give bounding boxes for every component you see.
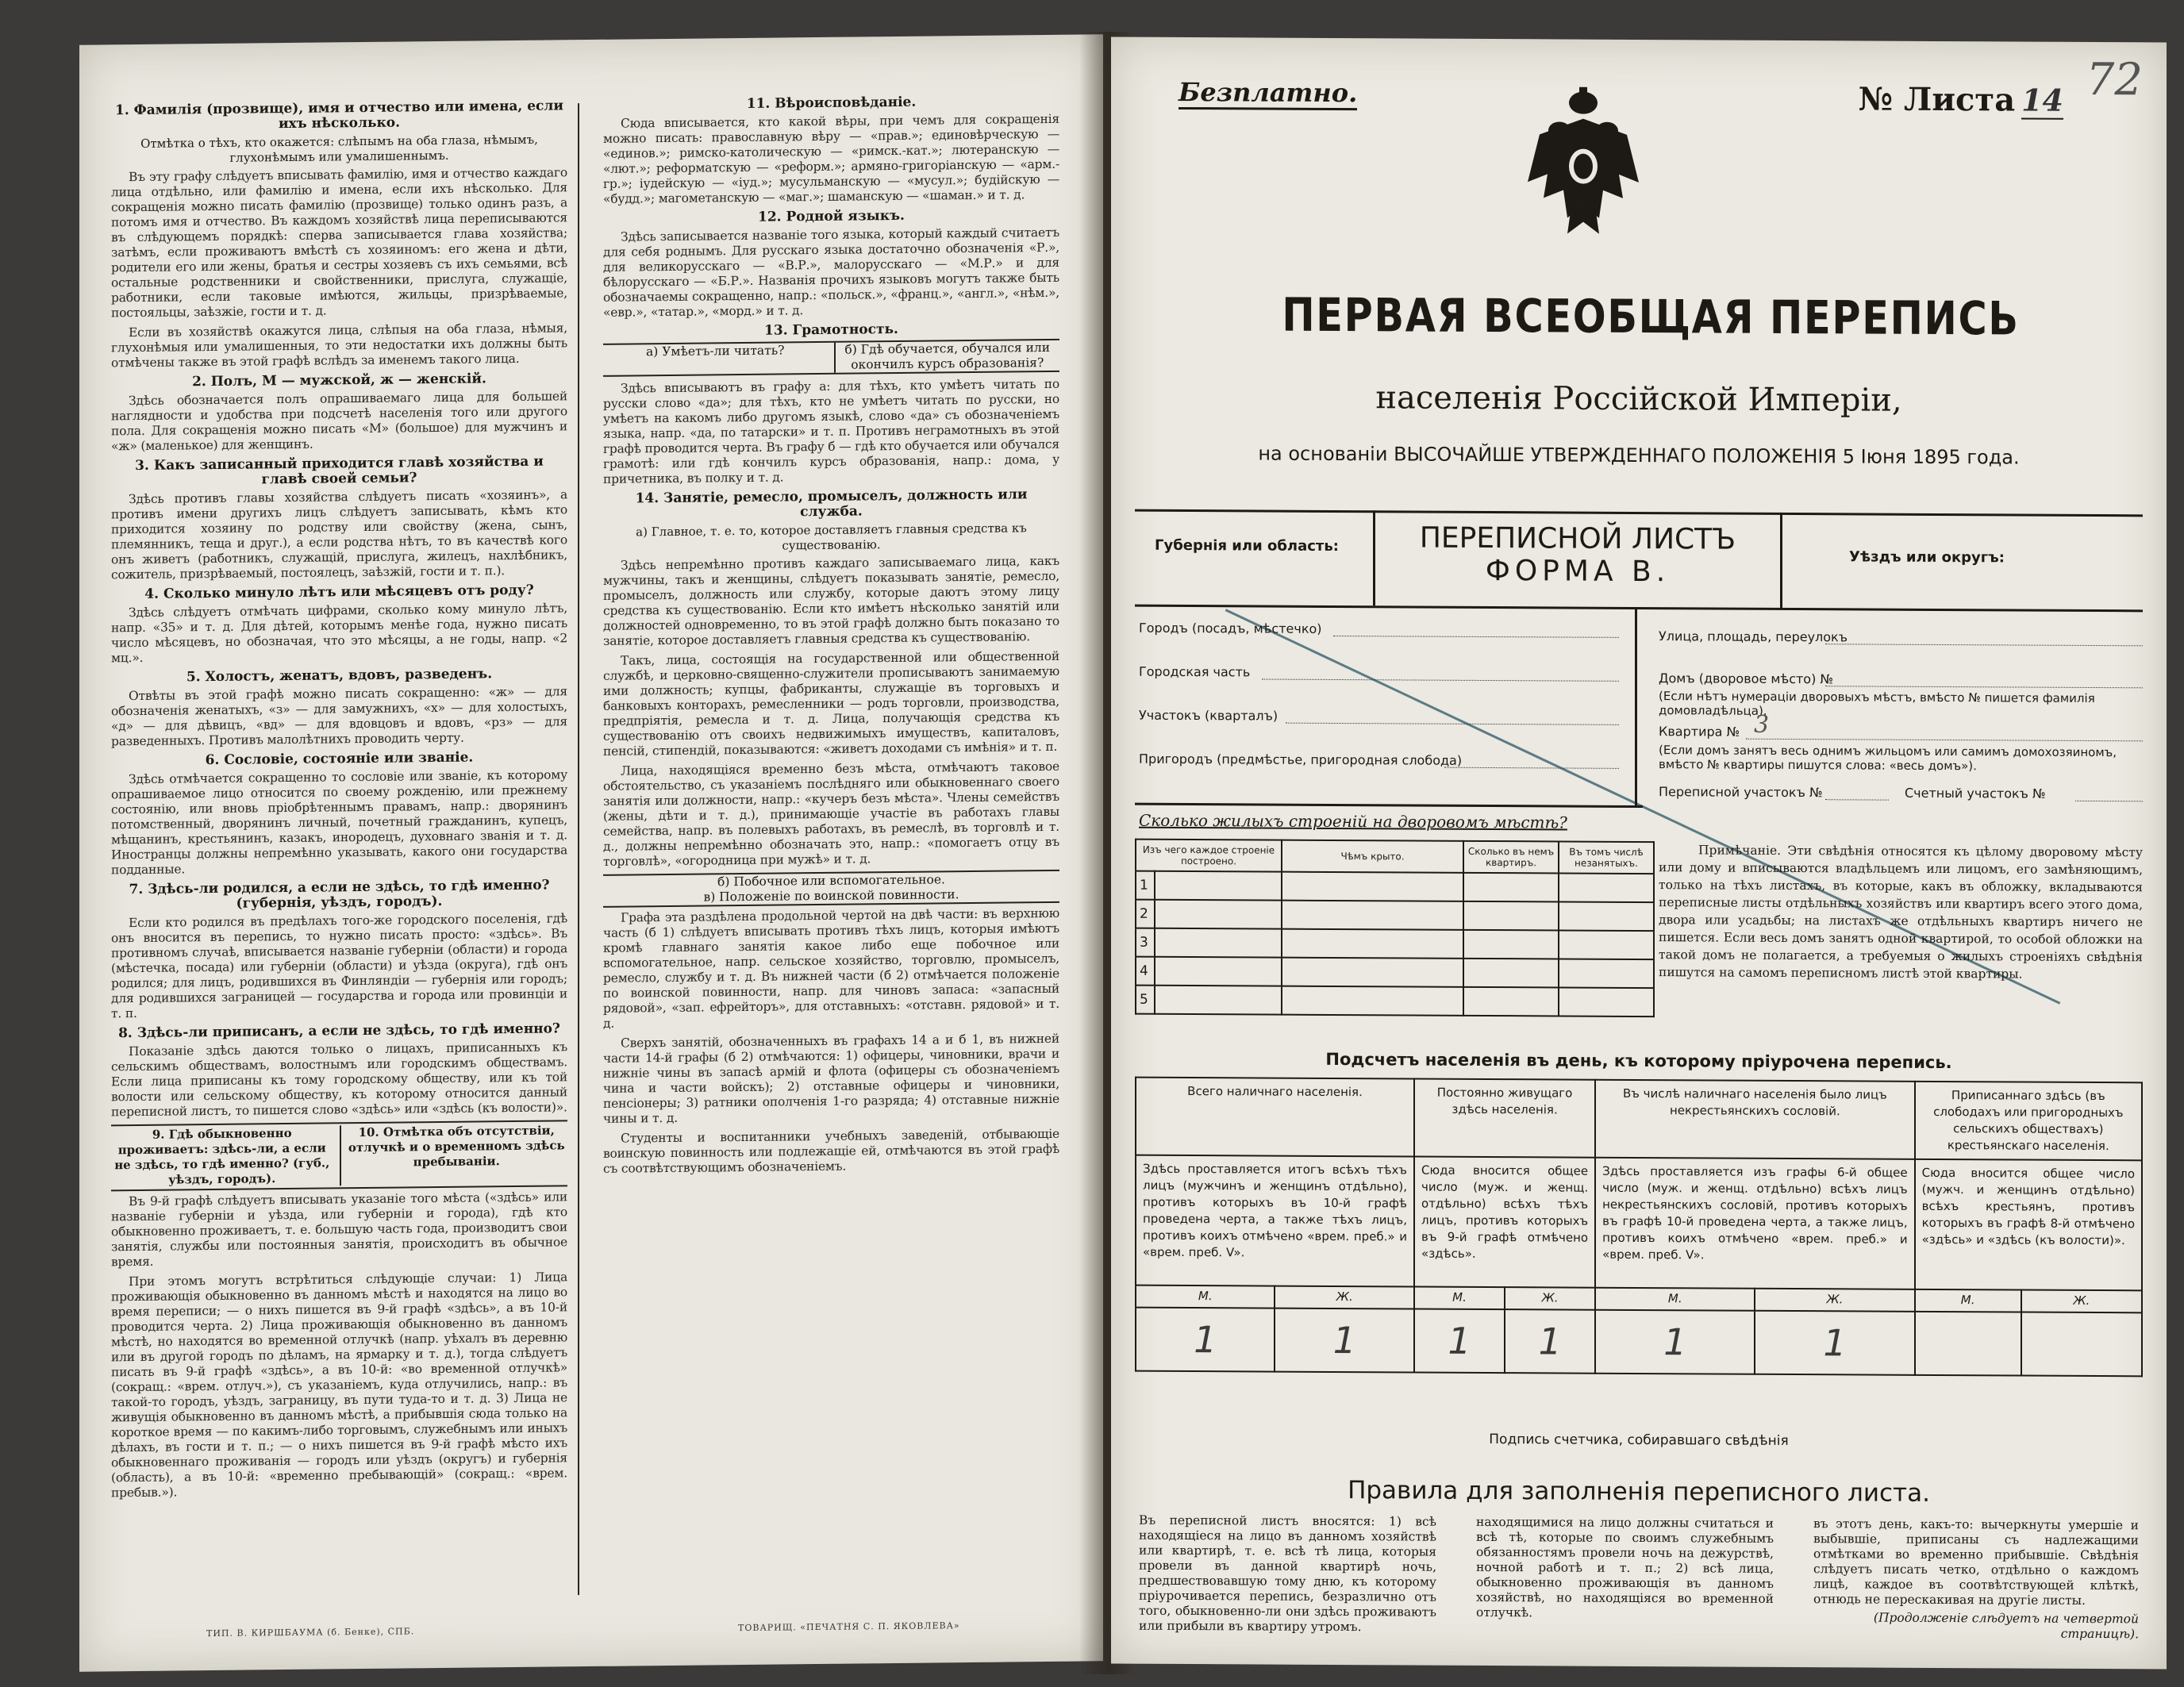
table-row: [1136, 986, 1654, 1016]
buildings-col-vacant: Въ томъ числѣ незанятыхъ.: [1559, 841, 1654, 874]
section-14-text-6: Студенты и воспитанники учебныхъ заведеній, отбывающіе воинскую повинность или подлежащіе ей, отмѣчаются въ этой графѣ съ соотвѣтствующимъ обозначеніемъ.: [603, 1126, 1059, 1176]
count-desc-non-peasant: Здѣсь проставляется изъ графы 6-й общее число (муж. и женщ. отдѣльно) всѣхъ лицъ некрестьянскихъ сословій, противъ которыхъ въ графѣ 10-й проведена черта, а также лицъ, противъ коихъ отмѣчено «врем. преб.» и «врем. преб. V».: [1595, 1158, 1914, 1289]
section-10-title: 10. Отмѣтка объ отсутствіи, отлучкѣ и о временномъ здѣсь пребываніи.: [340, 1123, 568, 1186]
table-cell[interactable]: [1463, 901, 1559, 931]
section-11-text: Сюда вписывается, кто какой вѣры, при чемъ для сокращенія можно писать: православную вѣру — «прав.»; единовѣрческую — «единов.»; римско-католическую — «римск.-кат.»; лютеранскую — «лют.»; реформатскую — «реформ.»; армяно-григоріанскую — «арм.-гр.»; іудейскую — «іуд.»; мусульманскую — «мусул.»; будійскую — «будд.»; магометанскую — «маг.»; шаманскую — «шаман.» и т. д.: [603, 111, 1059, 206]
section-1-text-2: Если въ хозяйствѣ окажутся лица, слѣпыя на оба глаза, нѣмыя, глухонѣмыя или умалишенныя, то эти недостатки ихъ должны быть отмѣчены также въ этой графѣ вслѣдъ за именемъ такого лица.: [111, 321, 567, 371]
population-count-title: Подсчетъ населенія въ день, къ которому пріурочена перепись.: [1325, 1049, 1952, 1073]
count-col-permanent: Постоянно живущаго здѣсь населенія.: [1414, 1079, 1595, 1158]
section-3-text: Здѣсь противъ главы хозяйства слѣдуетъ писать «хозяинъ», а противъ имени другихъ лицъ слѣдуетъ записывать, кѣмъ кто приходится хозяину по родству или свойству (жена, сынъ, племянникъ, теща и друг.), а если родства нѣтъ, то въ качествѣ кого онъ живетъ (работникъ, служащій, прислуга, жилецъ, нахлѣбникъ, сожитель, призрѣваемый, постоялецъ, заѣзжій, гости и т. п.).: [111, 487, 567, 582]
male-header: М.: [1136, 1285, 1275, 1308]
table-cell[interactable]: [1282, 872, 1463, 901]
section-14c: в) Положеніе по воинской повинности.: [703, 887, 959, 905]
count-desc-present: Здѣсь проставляется итогъ всѣхъ тѣхъ лицъ (мужчинъ и женщинъ отдѣльно), противъ которыхъ въ 10-й графѣ проведена черта, а также тѣхъ лицъ, противъ коихъ отмѣчено «врем. преб.» и «врем. преб. V».: [1136, 1155, 1414, 1287]
city-part-field[interactable]: [1262, 678, 1619, 682]
rules-column-2: находящимися на лицо должны считаться и всѣ тѣ, которые по своимъ служебнымъ обязанностямъ провели ночь на дежурствѣ, ночной работѣ и т. п.; 2) всѣ лица, обыкновенно проживающія въ данномъ хозяйствѣ, но находящіяся во временной отлучкѣ.: [1476, 1514, 1774, 1620]
form-name: ФОРМА В.: [1485, 554, 1671, 589]
section-7-text: Если кто родился въ предѣлахъ того-же городского поселенія, гдѣ онъ вносится въ перепись, то нужно писать просто: «здѣсь». Въ противномъ случаѣ, вписывается названіе губерніи (области) и города (мѣстечка, посада) или губерніи (области) и уѣзда (округа), гдѣ онъ родился; для лицъ, родившихся въ Финляндіи — губернія или городъ; для родившихся заграницей — государства и города или провинціи и т. п.: [111, 911, 567, 1021]
count-peasant-male[interactable]: [1915, 1312, 2021, 1376]
buildings-col-roof: Чѣмъ крыто.: [1282, 840, 1463, 873]
rules-column-3-text: въ этотъ день, какъ-то: вычеркнуты умершіе и выбывшіе, приписаны съ надлежащими отмѣтками во временно прибывшіе. Свѣдѣнія слѣдуетъ писать четко, отдѣльно о каждомъ лицѣ, каждое въ соотвѣтствующей клѣткѣ, отнюдь не перескакивая на другіе листы.: [1813, 1516, 2139, 1608]
section-4-text: Здѣсь слѣдуетъ отмѣчать цифрами, сколько кому минуло лѣтъ, напр. «35» и т. д. Для дѣтей, которымъ менѣе года, нужно писать число мѣсяцевъ, но обозначая, что это мѣсяцы, а не годы, напр. «2 мц.».: [111, 601, 567, 666]
district-field[interactable]: [1286, 722, 1619, 725]
table-cell[interactable]: [1559, 873, 1654, 902]
female-header: Ж.: [1755, 1289, 1914, 1312]
section-14-title: 14. Занятіе, ремесло, промыселъ, должность или служба.: [635, 486, 1028, 521]
row-number: 1: [1136, 871, 1155, 900]
table-cell[interactable]: [1559, 959, 1654, 988]
rules-column-1: Въ переписной листъ вносятся: 1) всѣ находящіеся на лицо въ данномъ хозяйствѣ или квартирѣ, т. е. всѣ тѣ лица, которыя провели въ данной квартирѣ ночь, предшествовавшую тому дню, къ которому пріурочивается перепись, безразлично отъ того, обыкновенно-ли они здѣсь проживаютъ или прибыли въ квартиру утромъ.: [1139, 1512, 1436, 1635]
section-1-text: Въ эту графу слѣдуетъ вписывать фамилію, имя и отчество каждаго лица отдѣльно, или фамилію и имена, если ихъ нѣсколько. Для сокращенія можно писать фамилію (прозвище) только одинъ разъ, а потомъ имя и отчество. Въ каждомъ хозяйствѣ лица переписываются въ слѣдующемъ порядкѣ: сперва записывается глава хозяйства; затѣмъ, если проживаютъ вмѣстѣ съ хозяиномъ: его жена и дѣти, родители его или жены, братья и сестры хозяевъ съ ихъ семьями, всѣ остальные родственники и свойственники, прислуга, служащіе, работники, если таковые имѣются, жильцы, призрѣваемые, постояльцы, заѣзжіе, гости и т. д.: [111, 165, 567, 321]
section-14-text-4: Графа эта раздѣлена продольной чертой на двѣ части: въ верхнюю часть (б 1) слѣдуетъ вписывать противъ тѣхъ лицъ, которыя имѣютъ кромѣ главнаго занятія какое либо еще побочное или вспомогательное, напр. сельское хозяйство, торговлю, промыселъ, ремесло, службу и т. д. Въ нижней части (б 2) отмѣчается положеніе по воинской повинности, напр. для чиновъ запаса: «запасный рядовой», «зап. ефрейторъ», для отставныхъ: «отставн. рядовой» и т. д.: [603, 905, 1059, 1031]
buildings-question: Сколько жилыхъ строеній на дворовомъ мѣстѣ?: [1139, 810, 1567, 832]
table-cell[interactable]: [1463, 987, 1559, 1016]
apartment-note: (Если домъ занятъ весь однимъ жильцомъ или самимъ домохозяиномъ, вмѣсто № квартиры пишутся слова: «весь домъ»).: [1659, 743, 2117, 774]
form-title: ПЕРЕПИСНОЙ ЛИСТЪ: [1419, 521, 1736, 556]
suburb-label: Пригородъ (предмѣстье, пригородная слобода): [1139, 751, 1463, 768]
street-field[interactable]: [1825, 643, 2143, 646]
section-6-text: Здѣсь отмѣчается сокращенно то сословіе или званіе, къ которому опрашиваемое лицо относится по своему рожденію, или прежнему состоянію, или вновь пріобрѣтеннымъ правамъ, напр.: дворянинъ потомственный, дворянинъ личный, почетный гражданинъ, купецъ, мѣщанинъ, крестьянинъ, казакъ, инородецъ, духовнаго званія и т. д. Иностранцы должны непремѣнно указывать, какого они государства подданные.: [111, 767, 567, 878]
imperial-eagle-emblem-icon: [1524, 86, 1643, 238]
free-label: Безплатно.: [1179, 77, 1357, 110]
section-1-title: 1. Фамилія (прозвище), имя и отчество или имена, если ихъ нѣсколько.: [114, 98, 564, 133]
instructions-column-2: [603, 90, 1059, 1611]
buildings-note: Примѣчаніе. Эти свѣдѣнія относятся къ цѣлому дворовому мѣсту или дому и вписываются владѣльцемъ или лицомъ, его замѣняющимъ, только на тѣхъ листахъ, въ которые, какъ въ обложку, вкладываются переписные листы отдѣльныхъ хозяйствъ или квартиръ всего этого дома, двора или усадьбы; на листахъ же отдѣльныхъ квартиръ ничего не пишется. Если весь домъ занятъ одной квартирой, то особой обложки на такой домъ не полагается, а требуемыя о жилыхъ строеніяхъ свѣдѣнія пишутся на самомъ переписномъ листѣ этой квартиры.: [1659, 843, 2143, 982]
section-2-title: 2. Полъ, М — мужской, ж — женскій.: [192, 371, 486, 390]
section-12-text: Здѣсь записывается названіе того языка, который каждый считаетъ для себя роднымъ. Для русскаго языка достаточно обозначенія «Р.», для великорусскаго — «В.Р.», малорусскаго — «М.Р.» и для бѣлорусскаго — «Б.Р.». Названія прочихъ языковъ могутъ также быть обозначаемы сокращенно, напр.: «польск.», «франц.», «англ.», «нѣм.», «евр.», «татар.», «морд.» и т. д.: [603, 225, 1059, 320]
section-13-subheader: [603, 339, 1059, 377]
table-cell[interactable]: [1282, 901, 1463, 930]
district-label: Участокъ (кварталъ): [1139, 707, 1278, 724]
section-13a: а) Умѣетъ-ли читать?: [646, 343, 785, 359]
column-divider: [578, 103, 579, 1595]
section-2-text: Здѣсь обозначается полъ опрашиваемаго лица для большей наглядности и удобства при подсчетѣ населенія того или другого пола. Для сокращенія можно писать «М» (большое) для мужчинъ и «ж» (маленькое) для женщинъ.: [111, 389, 567, 454]
table-cell[interactable]: [1282, 958, 1463, 987]
count-non-peasant-male[interactable]: 1: [1595, 1310, 1755, 1374]
corner-page-number: 72: [2086, 53, 2143, 106]
city-field[interactable]: [1333, 635, 1619, 638]
section-14-text: Здѣсь непремѣнно противъ каждаго записываемаго лица, какъ мужчины, такъ и женщины, слѣдуетъ показывать занятіе, ремесло, промыселъ, должность или службу, которые даютъ этому лицу средства къ существованію. Если кто имѣетъ нѣсколько занятій или должностей одновременно, то въ этой графѣ должно быть показано то занятіе, которое доставляетъ главныя средства къ существованію.: [603, 553, 1059, 648]
table-cell[interactable]: [1155, 871, 1282, 901]
counting-district-field[interactable]: [2075, 800, 2143, 801]
row-number: 2: [1136, 900, 1155, 928]
table-cell[interactable]: [1559, 930, 1654, 959]
count-permanent-female[interactable]: 1: [1505, 1309, 1595, 1374]
count-present-male[interactable]: 1: [1136, 1308, 1275, 1372]
count-desc-peasant: Сюда вносится общее число (мужч. и женщинъ отдѣльно) всѣхъ крестьянъ, противъ которыхъ въ графѣ 8-й отмѣчено «здѣсь» и «здѣсь (къ волости)».: [1915, 1159, 2142, 1290]
house-label: Домъ (дворовое мѣсто) №: [1659, 671, 1834, 687]
table-cell[interactable]: [1463, 959, 1559, 988]
table-cell[interactable]: [1559, 987, 1654, 1016]
document-title: ПЕРВАЯ ВСЕОБЩАЯ ПЕРЕПИСЬ: [1282, 287, 2020, 346]
rule-line: [1135, 803, 1643, 808]
apartment-value: 3: [1754, 710, 1770, 739]
left-page: [79, 34, 1103, 1672]
vertical-rule: [1635, 607, 1637, 805]
census-district-label: Переписной участокъ №: [1659, 784, 1823, 801]
suburb-field[interactable]: [1444, 767, 1619, 769]
buildings-col-material: Изъ чего каждое строеніе построено.: [1136, 840, 1282, 872]
male-header: М.: [1414, 1287, 1505, 1310]
section-14a: а) Главное, т. е. то, которое доставляетъ главныя средства къ существованію.: [636, 521, 1027, 553]
population-count-table: [1135, 1077, 2143, 1378]
city-part-label: Городская часть: [1139, 663, 1251, 680]
rules-continued-note: (Продолженіе слѣдуетъ на четвертой страницѣ).: [1873, 1610, 2139, 1642]
instructions-column-1: [111, 95, 567, 1616]
enumerator-signature-label: Подпись счетчика, собиравшаго свѣдѣнія: [1489, 1431, 1789, 1449]
section-9-title: 9. Гдѣ обыкновенно проживаетъ: здѣсь-ли, а если не здѣсь, то гдѣ именно? (губ., уѣздъ, городъ).: [114, 1125, 330, 1187]
document-subtitle: населенія Россійской Имперіи,: [1375, 379, 1902, 419]
table-cell[interactable]: [1155, 928, 1282, 958]
male-header: М.: [1915, 1289, 2021, 1312]
counting-district-label: Счетный участокъ №: [1905, 785, 2046, 801]
right-page: [1111, 37, 2167, 1670]
count-col-non-peasant: Въ числѣ наличнаго населенія было лицъ некрестьянскихъ сословій.: [1595, 1080, 1914, 1159]
row-number: 5: [1136, 986, 1155, 1014]
section-13b: б) Гдѣ обучается, обучался или окончилъ курсъ образованія?: [834, 340, 1060, 373]
table-cell[interactable]: [1559, 901, 1654, 931]
table-row: [1136, 957, 1654, 988]
section-13-title: 13. Грамотность.: [764, 321, 898, 339]
rules-column-3: [1813, 1516, 2139, 1653]
section-6-title: 6. Сословіе, состояніе или званіе.: [205, 749, 474, 769]
street-label: Улица, площадь, переулокъ: [1659, 628, 1848, 645]
section-14-text-5: Сверхъ занятій, обозначенныхъ въ графахъ 14 а и б 1, въ нижней части 14-й графы (б 2) отмѣчаются: 1) офицеры, чиновники, врачи и нижніе чины въ запасѣ армій и флота (офицеры съ обозначеніемъ чина и части войскъ); 2) отставные офицеры и чиновники, пенсіонеры; 3) ратники ополченія 1-го разряда; 4) отставные нижніе чины и т. д.: [603, 1031, 1059, 1126]
count-col-present: Всего наличнаго населенія.: [1136, 1078, 1414, 1157]
table-cell[interactable]: [1155, 900, 1282, 929]
legal-basis: на основаніи ВЫСОЧАЙШЕ УТВЕРЖДЕННАГО ПОЛОЖЕНІЯ 5 Іюня 1895 года.: [1258, 442, 2020, 469]
section-11-title: 11. Вѣроисповѣданіе.: [746, 94, 917, 112]
section-7-title: 7. Здѣсь-ли родился, а если не здѣсь, то гдѣ именно? (губернія, уѣздъ, городъ).: [129, 877, 550, 912]
female-header: Ж.: [2021, 1290, 2142, 1313]
section-14-text-2: Такъ, лица, состоящія на государственной или общественной службѣ, и церковно-священно-служители прописываютъ занимаемую ими должность; купцы, фабриканты, служащіе въ торговыхъ и банковыхъ конторахъ, ремесленники — родъ торговли, производства, предпріятія, ремесла и т. д. Лица, получающія средства къ существованію отъ своихъ недвижимыхъ имуществъ, капиталовъ, пенсій, стипендій, показываются: «живетъ доходами съ имѣнія» и т. п.: [603, 648, 1059, 759]
table-row: [1136, 900, 1654, 931]
count-col-peasant: Приписаннаго здѣсь (въ слободахъ или пригородныхъ сельскихъ обществахъ) крестьянскаго населенія.: [1915, 1082, 2142, 1160]
house-field[interactable]: [1825, 685, 2143, 688]
form-title-box: [1373, 510, 1782, 608]
section-9-text: Въ 9-й графѣ слѣдуетъ вписывать указаніе того мѣста («здѣсь» или названіе губерніи и уѣзда, или губерніи и города), гдѣ кто обыкновенно проживаетъ, т. е. большую часть года, производитъ свои занятія, службы или постоянныя занятія, происходитъ въ обычное время.: [111, 1189, 567, 1270]
count-peasant-female[interactable]: [2021, 1312, 2142, 1377]
section-4-title: 4. Сколько минуло лѣтъ или мѣсяцевъ отъ роду?: [144, 582, 534, 602]
section-5-text: Отвѣты въ этой графѣ можно писать сокращенно: «ж» — для обозначенія женатыхъ, «з» — для замужнихъ, «х» — для холостыхъ, «д» — для дѣвицъ, «вд» — для вдовцовъ и вдовъ, «рз» — для разведенныхъ. Противъ малолѣтнихъ проводить черту.: [111, 684, 567, 749]
section-9-text-2: При этомъ могутъ встрѣтиться слѣдующіе случаи: 1) Лица проживающія обыкновенно въ данномъ мѣстѣ и находятся на лицо во время переписи; — о нихъ пишется въ 9-й графѣ «здѣсь», а въ 10-й проводится черта. 2) Лица проживающія обыкновенно въ данномъ мѣстѣ, но находятся во временной отлучкѣ (напр. уѣхалъ въ деревню или въ другой городъ по дѣламъ, на ярмарку и т. д.), тогда слѣдуетъ писать въ 9-й графѣ «здѣсь», а въ 10-й: «во временной отлучкѣ» (сокращ.: «врем. отлуч.»), съ указаніемъ, куда отлучились, напр.: въ такой-то городъ, уѣздъ, заграницу, въ пути туда-то и т. д. 3) Лица не живущія обыкновенно въ данномъ мѣстѣ, а прибывшія сюда только на короткое время — по какимъ-либо торговымъ, служебнымъ или иныхъ дѣлахъ, въ гости и т. п.; — о нихъ пишется въ 9-й графѣ мѣсто ихъ обыкновеннаго проживанія — городъ или уѣздъ (округъ) и губернія (область), а въ 10-й: «временно пребывающій» (сокращ.: «врем. пребыв.»).: [111, 1270, 567, 1501]
count-non-peasant-female[interactable]: 1: [1755, 1311, 1914, 1375]
count-permanent-male[interactable]: 1: [1414, 1309, 1505, 1374]
apartment-field[interactable]: [1746, 738, 2143, 742]
female-header: Ж.: [1275, 1286, 1414, 1309]
section-5-title: 5. Холостъ, женатъ, вдовъ, разведенъ.: [186, 666, 493, 686]
section-8-title: 8. Здѣсь-ли приписанъ, а если не здѣсь, то гдѣ именно?: [118, 1020, 560, 1042]
section-12-title: 12. Родной языкъ.: [758, 207, 905, 225]
sheet-number-label: [1859, 80, 2063, 118]
table-cell[interactable]: [1282, 986, 1463, 1016]
rules-title: Правила для заполненія переписного листа.: [1348, 1476, 1930, 1508]
sheet-label-text: № Листа: [1858, 80, 2016, 119]
male-header: М.: [1595, 1288, 1755, 1311]
section-14-subheader: [603, 870, 1059, 908]
section-9-10-header: [111, 1120, 567, 1191]
section-3-title: 3. Какъ записанный приходится главѣ хозяйства и главѣ своей семьи?: [135, 453, 544, 488]
house-note: (Если нѣтъ нумераціи дворовыхъ мѣстъ, вмѣсто № пишется фамилія домовладѣльца).: [1659, 689, 2095, 718]
table-row: [1136, 928, 1654, 959]
count-present-female[interactable]: 1: [1275, 1308, 1414, 1373]
printer-imprint-left: ТИП. В. КИРШБАУМА (б. Бенке), СПБ.: [206, 1626, 415, 1639]
section-8-text: Показаніе здѣсь даются только о лицахъ, приписанныхъ къ сельскимъ обществамъ, волостнымъ или городскимъ обществамъ. Если лица приписаны къ тому городскому обществу, или къ той волости или сельскому обществу, къ которому относится данный переписной листъ, то пишется слово «здѣсь» или «здѣсь (къ волости)».: [111, 1039, 567, 1120]
table-cell[interactable]: [1282, 929, 1463, 959]
uezd-label: Уѣздъ или округъ:: [1849, 548, 2005, 567]
table-cell[interactable]: [1463, 930, 1559, 959]
table-row: [1136, 871, 1654, 902]
table-cell[interactable]: [1463, 873, 1559, 902]
section-14b: б) Побочное или вспомогательное.: [717, 872, 945, 890]
buildings-table: [1135, 839, 1655, 1017]
gubernia-label: Губернія или область:: [1155, 536, 1339, 555]
sheet-number-value: 14: [2021, 82, 2063, 118]
section-14-text-3: Лица, находящіяся временно безъ мѣста, отмѣчаютъ таковое обстоятельство, съ указаніемъ послѣдняго или обыкновеннаго своего занятія или должности, напр.: «кучеръ безъ мѣста». Члены семействъ (жены, дѣти и т. д.), принимающіе участіе въ работахъ главы семейства, напр. въ полевыхъ работахъ, въ ремеслѣ, въ торговлѣ и т. д., должны непремѣнно обозначать это, напр.: «помогаетъ отцу въ торговлѣ», «огородница при мужѣ» и т. д.: [603, 759, 1059, 869]
apartment-label: Квартира №: [1659, 724, 1740, 740]
city-label: Городъ (посадъ, мѣстечко): [1139, 620, 1322, 636]
section-13-text: Здѣсь вписываютъ въ графу а: для тѣхъ, кто умѣетъ читать по русски слово «да»; для тѣхъ, кто не умѣетъ читать по русски, но умѣетъ на какомъ либо другомъ языкѣ, слово «да» съ обозначеніемъ языка, напр. «да, по татарски» и т. п. Противъ неграмотныхъ въ этой графѣ проводится черта. Въ графу б — гдѣ кто обучается или обучался грамотѣ: или гдѣ кончилъ курсъ образованія, напр.: дома, у причетника, въ полку и т. д.: [603, 376, 1059, 486]
female-header: Ж.: [1505, 1287, 1595, 1310]
printer-imprint-right: ТОВАРИЩ. «ПЕЧАТНЯ С. П. ЯКОВЛЕВА»: [738, 1620, 960, 1634]
row-number: 3: [1136, 928, 1155, 957]
census-district-field[interactable]: [1825, 798, 1889, 800]
table-cell[interactable]: [1155, 986, 1282, 1015]
row-number: 4: [1136, 957, 1155, 986]
buildings-col-apartments: Сколько въ немъ квартиръ.: [1463, 841, 1559, 874]
table-cell[interactable]: [1155, 957, 1282, 986]
count-desc-permanent: Сюда вносится общее число (муж. и женщ. отдѣльно) всѣхъ тѣхъ лицъ, противъ которыхъ въ 9-й графѣ отмѣчено «здѣсь».: [1414, 1157, 1595, 1288]
section-1-subtitle: Отмѣтка о тѣхъ, кто окажется: слѣпымъ на оба глаза, нѣмымъ, глухонѣмымъ или умалишеннымъ.: [140, 132, 538, 165]
